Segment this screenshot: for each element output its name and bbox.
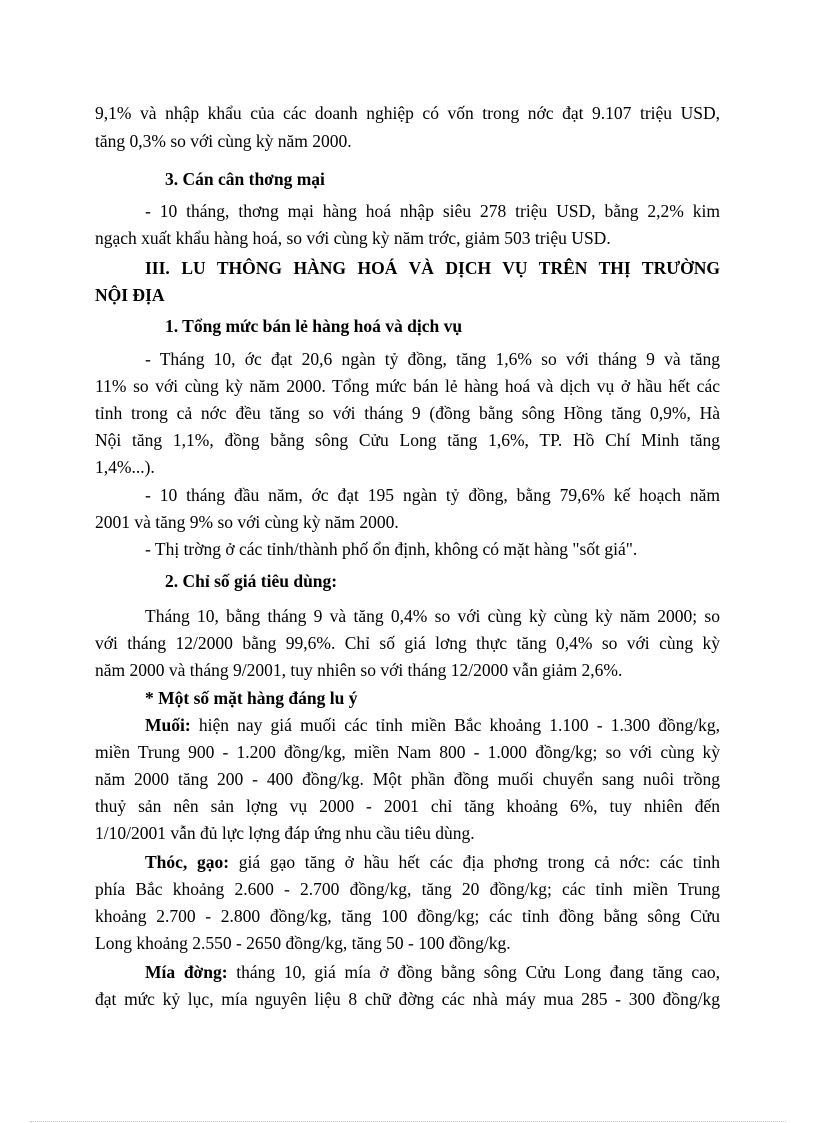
paragraph-line: đạt mức kỷ lục, mía nguyên liệu 8 chữ đờng các nhà máy mua 285 - 300 đồng/kg — [95, 989, 720, 1009]
paragraph-line: phía Bắc khoảng 2.600 - 2.700 đồng/kg, tăng 20 đồng/kg; các tỉnh miền Trung — [95, 879, 720, 899]
chapter-heading: III. LU THÔNG HÀNG HOÁ VÀ DỊCH VỤ TRÊN THỊ TRƯỜNG — [145, 258, 720, 278]
paragraph-line: miền Trung 900 - 1.200 đồng/kg, miền Nam 800 - 1.000 đồng/kg; so với cùng kỳ — [95, 742, 720, 762]
paragraph-line — [145, 713, 720, 737]
item-label-muoi: Muối: — [145, 715, 191, 735]
paragraph-line: 2001 và tăng 9% so với cùng kỳ năm 2000. — [95, 512, 399, 532]
paragraph-line: năm 2000 và tháng 9/2001, tuy nhiên so với tháng 12/2000 vẫn giảm 2,6%. — [95, 660, 623, 680]
chapter-heading: NỘI ĐỊA — [95, 285, 165, 305]
paragraph-line: tăng 0,3% so với cùng kỳ năm 2000. — [95, 131, 352, 151]
item-text: tháng 10, giá mía ở đồng bằng sông Cửu Long đang tăng cao, — [236, 962, 720, 982]
paragraph-line: khoảng 2.700 - 2.800 đồng/kg, tăng 100 đồng/kg; các tỉnh đồng bằng sông Cửu — [95, 906, 720, 926]
paragraph-line: Tháng 10, bằng tháng 9 và tăng 0,4% so với cùng kỳ cùng kỳ năm 2000; so — [145, 606, 720, 626]
section-heading: 2. Chỉ số giá tiêu dùng: — [165, 571, 338, 591]
paragraph-line: - 10 tháng đầu năm, ớc đạt 195 ngàn tỷ đồng, bằng 79,6% kế hoạch năm — [145, 485, 720, 505]
paragraph-line: 11% so với cùng kỳ năm 2000. Tổng mức bán lẻ hàng hoá và dịch vụ ở hầu hết các — [95, 376, 720, 396]
section-heading: 1. Tổng mức bán lẻ hàng hoá và dịch vụ — [165, 316, 463, 336]
item-label-mia-duong: Mía đờng: — [145, 962, 228, 982]
paragraph-line: năm 2000 tăng 200 - 400 đồng/kg. Một phần đồng muối chuyển sang nuôi trồng — [95, 769, 720, 789]
paragraph-line: Long khoảng 2.550 - 2650 đồng/kg, tăng 50 - 100 đồng/kg. — [95, 933, 511, 953]
paragraph-line: tỉnh trong cả nớc đều tăng so với tháng 9 (đồng bằng sông Hồng tăng 0,9%, Hà — [95, 403, 720, 423]
item-label-thoc-gao: Thóc, gạo: — [145, 852, 230, 872]
paragraph-line: Nội tăng 1,1%, đồng bằng sông Cửu Long tăng 1,6%, TP. Hồ Chí Minh tăng — [95, 430, 720, 450]
paragraph-line: 9,1% và nhập khẩu của các doanh nghiệp có vốn trong nớc đạt 9.107 triệu USD, — [95, 103, 720, 123]
paragraph-line — [145, 960, 720, 984]
item-text: hiện nay giá muối các tỉnh miền Bắc khoảng 1.100 - 1.300 đồng/kg, — [198, 715, 720, 735]
section-heading: 3. Cán cân thơng mại — [165, 169, 325, 189]
paragraph-line: 1/10/2001 vẫn đủ lực lợng đáp ứng nhu cầu tiêu dùng. — [95, 823, 475, 843]
paragraph-line — [145, 850, 720, 874]
paragraph-line: 1,4%...). — [95, 457, 155, 477]
paragraph-line: thuỷ sản nên sản lợng vụ 2000 - 2001 chỉ tăng khoảng 6%, tuy nhiên đến — [95, 796, 720, 816]
subsection-heading: * Một số mặt hàng đáng lu ý — [145, 688, 358, 708]
page-bottom-rule — [30, 1121, 786, 1122]
paragraph-line: - Tháng 10, ớc đạt 20,6 ngàn tỷ đồng, tăng 1,6% so với tháng 9 và tăng — [145, 349, 720, 369]
paragraph-line: - 10 tháng, thơng mại hàng hoá nhập siêu 278 triệu USD, bằng 2,2% kim — [145, 201, 720, 221]
paragraph-line: - Thị trờng ở các tỉnh/thành phố ổn định, không có mặt hàng "sốt giá". — [145, 539, 638, 559]
item-text: giá gạo tăng ở hầu hết các địa phơng trong cả nớc: các tỉnh — [238, 852, 721, 872]
paragraph-line: với tháng 12/2000 bằng 99,6%. Chỉ số giá lơng thực tăng 0,4% so với cùng kỳ — [95, 633, 720, 653]
paragraph-line: ngạch xuất khẩu hàng hoá, so với cùng kỳ năm trớc, giảm 503 triệu USD. — [95, 228, 611, 248]
